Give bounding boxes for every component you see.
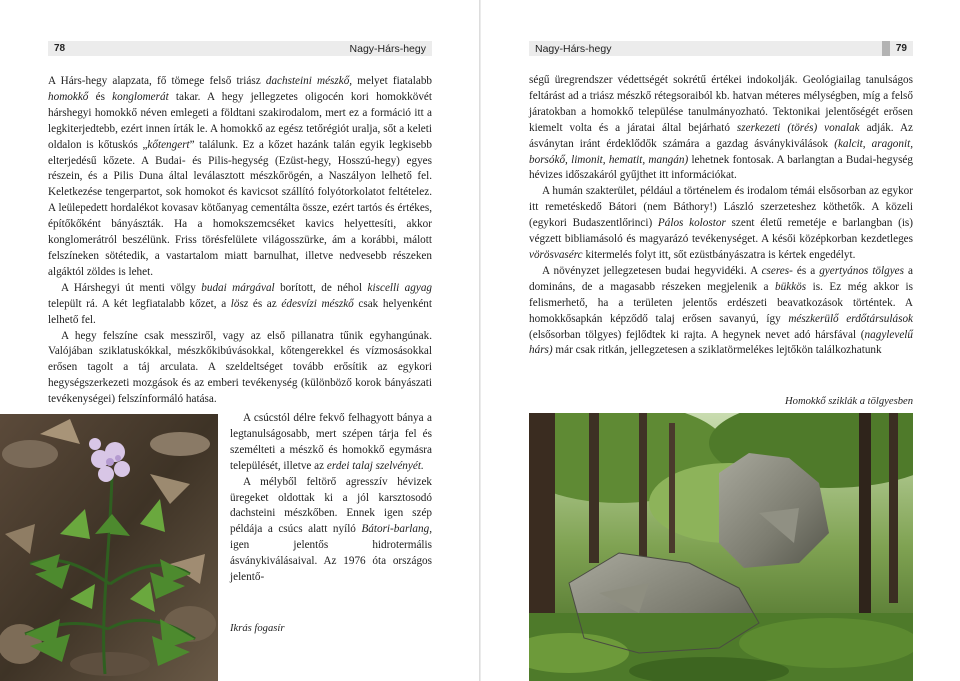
running-head: Nagy-Hárs-hegy	[349, 42, 426, 55]
left-page-header	[48, 41, 432, 56]
header-marker	[882, 41, 890, 56]
left-body-text	[48, 74, 432, 408]
forest-photo	[529, 413, 913, 681]
photo-caption: Ikrás fogasír	[230, 623, 285, 634]
right-page	[481, 0, 960, 681]
paragraph: A humán szakterület, például a történelem és irodalom témái elsősorban az egykor itt remetéskedő Bátori (nem Báthory!) László szerzeteshez köthetők. A közeli (egykori Budaszentlőrinci) Pálos kolostor szent életű remetéje e barlangban (is) végzett bibliamásoló és magyarázó tevékenységet. A késői középkorban kezdetleges vörösvasérc kitermelés folyt itt, sőt ezüstbányászatra is kértek engedélyt.	[529, 185, 914, 261]
photo-caption: Homokkő sziklák a tölgyesben	[785, 396, 913, 407]
left-page	[0, 0, 479, 681]
flower-photo	[0, 414, 218, 681]
page-number: 79	[895, 43, 907, 54]
right-page-header	[529, 41, 913, 56]
paragraph: A hegy felszíne csak messziről, vagy az első pillanatra tűnik egyhangúnak. Valójában sziklatuskókkal, mészkőkibúvásokkal, kőtengerekkel és vízmosásokkal erősen tagolt a táj arculata. A szeldeltséget tovább erősítik az egykori hegységszerkezeti mozgások és az emberi tevékenység (különböző korok bányászati tevékenységei) felszínformáló hatása.	[48, 329, 432, 406]
paragraph: A csúcstól délre fekvő felhagyott bánya a legtanulságosabb, mert szépen tárja fel és személteti a mészkő és homokkő egymásra települését, illetve az erdei talaj szelvényét.	[230, 412, 432, 472]
paragraph: A növényzet jellegzetesen budai hegyvidéki. A cseres- és a gyertyános tölgyes a domináns, de a magasabb részeken megjelenik a bükkös is. Ez még akkor is felismerhető, ha a területen jelentős erdészeti beavatkozások történtek. A homokkősapkán képződő talaj erősen savanyú, így mészkerülő erdőtársulások (elsősorban tölgyes) fejlődtek ki rajta. A hegynek nevet adó hársfával (nagylevelű hárs) már csak ritkán, jellegzetesen a sziklatörmelékes lejtőkön találkozhatunk	[529, 264, 914, 357]
right-body-text	[529, 73, 913, 359]
paragraph: A Hárs-hegy alapzata, fő tömege felső triász dachsteini mészkő, melyet fiatalabb homokkő és konglomerát takar. A hegy jellegzetes oligocén kori homokkövét hárshegyi homokkő néven emlegeti a földtani szakirodalom, mert ez a formáció itt a legkiterjedtebb, ezért innen írták le. A homokkő az egész tetőrégiót uralja, sőt a keleti oldalon is kőtuskós „kőtengert” találunk. Ez a kőzet hazánk talán egyik legkisebb elterjedésű kőzete. A Budai- és Pilis-hegység (Ezüst-hegy, Hosszú-hegy) egyes részein, és a Pilis Duna által leválasztott mészkőrögén, a Naszályon lelhető fel. Keletkezése tengerpartot, sok homokot és kavicsot szállító folyótorkolatot feltételez. A leülepedett hordalékot kovasav kötőanyag cementálta össze, ezért tartós és értékes, építőkőként bányászták. Ha a homokszemcséket kavics helyettesíti, akkor konglomerátról beszélünk. Friss törésfelülete világosszürke, ám a korábbi, málott felszíneken sötétedik, a vastartalom miatt barnulhat, illetve nedvesebb részeken algáktól zöldes is lehet.	[48, 75, 433, 278]
paragraph: A mélyből feltörő agresszív hévizek üregeket oldottak ki a jól karsztosodó dachsteini mészkőben. Ennek igen szép példája a csúcs alatt nyíló Bátori-barlang, igen jelentős hidrotermális ásványkiválásaival. Az 1976 óta országos jelentő-	[230, 475, 432, 584]
left-body-text-wrap	[230, 411, 432, 586]
paragraph: ségű üregrendszer védettségét sokrétű értékei indokolják. Geológiailag tanulságos feltárást ad a triász mészkő rétegsoraiból kb. hatvan méteres mélységben, míg a felső járatokban a homokkő települése tanulmányozható. Tektonikai jelentőségét erősen kiemelt volta és a járatai által bejárható szerkezeti (törés) vonalak adják. Az ásványtan iránt érdeklődők számára a gazdag ásványkiválások (kalcit, aragonit, borsókő, limonit, hematit, mangán) lehetnek fontosak. A barlangtan a Budai-hegység hévizes időszakáról gyűjthet itt információkat.	[529, 74, 914, 182]
page-number: 78	[54, 43, 66, 54]
running-head: Nagy-Hárs-hegy	[535, 42, 612, 55]
paragraph: A Hárshegyi út menti völgy budai márgával borított, de néhol kiscelli agyag települt rá. A két legfiatalabb kőzet, a lösz és az édesvízi mészkő csak helyenként lelhető fel.	[48, 281, 433, 326]
